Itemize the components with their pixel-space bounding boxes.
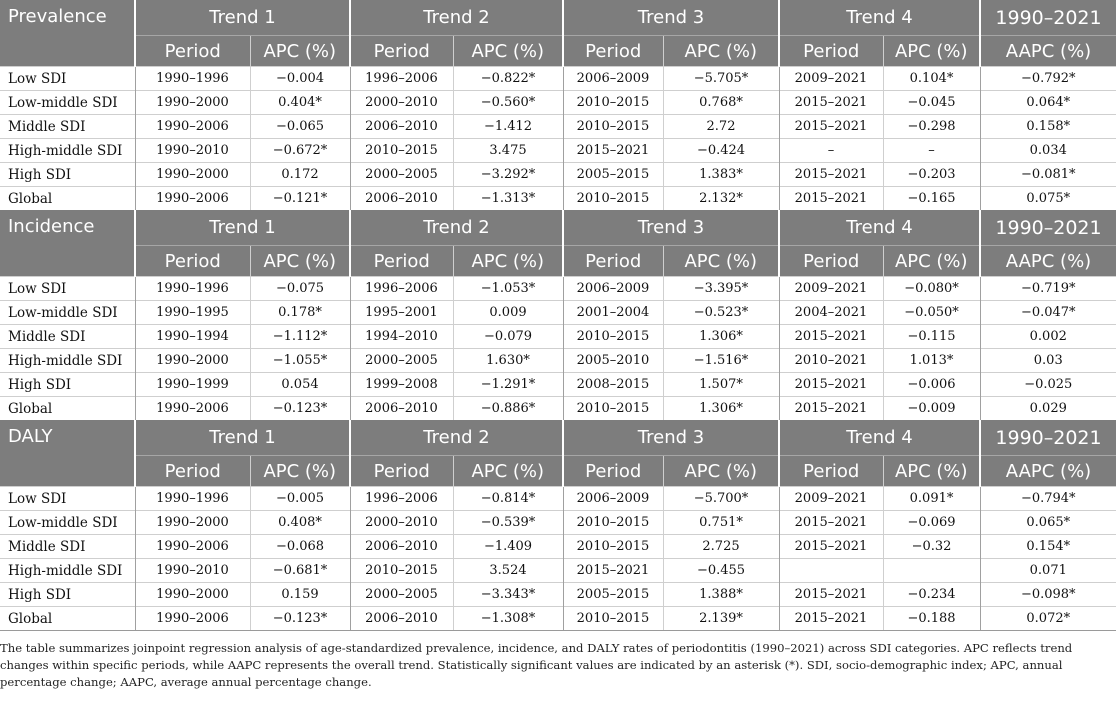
apc-value: 2.725 [663, 535, 779, 559]
aapc-value: −0.719* [980, 277, 1116, 301]
apc-value: −0.009 [883, 397, 980, 421]
period-value: 1990–2010 [135, 559, 250, 583]
apc-value: −1.291* [453, 373, 563, 397]
period-value: 2001–2004 [563, 301, 663, 325]
trend-header: Trend 2 [350, 0, 563, 36]
table-row [0, 67, 1116, 91]
apc-column-header: APC (%) [453, 456, 563, 487]
table-row [0, 373, 1116, 397]
period-value: 2015–2021 [779, 163, 883, 187]
table-row [0, 277, 1116, 301]
aapc-value: −0.047* [980, 301, 1116, 325]
apc-value: 0.104* [883, 67, 980, 91]
row-label: Global [0, 607, 135, 631]
apc-column-header: APC (%) [663, 246, 779, 277]
table-row [0, 301, 1116, 325]
trend-header: Trend 4 [779, 0, 980, 36]
table-row [0, 163, 1116, 187]
period-value: 1996–2006 [350, 277, 453, 301]
row-label: Low-middle SDI [0, 301, 135, 325]
apc-value: −1.313* [453, 187, 563, 211]
row-label: Middle SDI [0, 535, 135, 559]
period-value: 1990–2006 [135, 607, 250, 631]
apc-value: −1.516* [663, 349, 779, 373]
section-title: DALY [0, 420, 135, 487]
apc-value: 0.404* [250, 91, 350, 115]
overall-period-header: 1990–2021 [980, 210, 1116, 246]
apc-column-header: APC (%) [663, 36, 779, 67]
trend-header: Trend 3 [563, 210, 779, 246]
table-row [0, 187, 1116, 211]
row-label: Low SDI [0, 277, 135, 301]
apc-column-header: APC (%) [883, 246, 980, 277]
table-row [0, 583, 1116, 607]
period-value: 1990–2000 [135, 511, 250, 535]
apc-value: −0.298 [883, 115, 980, 139]
apc-value: −0.523* [663, 301, 779, 325]
aapc-column-header: AAPC (%) [980, 36, 1116, 67]
section-header-row [0, 0, 1116, 36]
aapc-value: 0.072* [980, 607, 1116, 631]
period-value: 2006–2010 [350, 187, 453, 211]
apc-value: −1.112* [250, 325, 350, 349]
apc-value [883, 559, 980, 583]
period-column-header: Period [350, 246, 453, 277]
table-row [0, 487, 1116, 511]
period-value: 2005–2015 [563, 583, 663, 607]
period-value: 2010–2015 [563, 397, 663, 421]
aapc-column-header: AAPC (%) [980, 456, 1116, 487]
row-label: Low SDI [0, 487, 135, 511]
period-value: 1990–2006 [135, 115, 250, 139]
aapc-value: 0.071 [980, 559, 1116, 583]
period-value: 1990–2006 [135, 397, 250, 421]
apc-value: 1.388* [663, 583, 779, 607]
apc-value: 0.178* [250, 301, 350, 325]
apc-value: −0.32 [883, 535, 980, 559]
period-value: 2010–2015 [563, 535, 663, 559]
apc-value: 1.630* [453, 349, 563, 373]
row-label: Low-middle SDI [0, 91, 135, 115]
aapc-value: −0.794* [980, 487, 1116, 511]
apc-value: −0.069 [883, 511, 980, 535]
row-label: Low SDI [0, 67, 135, 91]
apc-value: −1.055* [250, 349, 350, 373]
apc-value: 1.306* [663, 325, 779, 349]
apc-value: 0.054 [250, 373, 350, 397]
overall-period-header: 1990–2021 [980, 420, 1116, 456]
period-value: 2010–2015 [563, 325, 663, 349]
period-value: 2015–2021 [779, 607, 883, 631]
period-value: 2010–2015 [563, 511, 663, 535]
apc-value: −0.075 [250, 277, 350, 301]
period-value: 2015–2021 [779, 583, 883, 607]
period-column-header: Period [563, 36, 663, 67]
trend-header: Trend 3 [563, 420, 779, 456]
aapc-value: 0.075* [980, 187, 1116, 211]
apc-value: −0.539* [453, 511, 563, 535]
apc-value: – [883, 139, 980, 163]
row-label: High SDI [0, 163, 135, 187]
row-label: High-middle SDI [0, 349, 135, 373]
apc-value: 0.091* [883, 487, 980, 511]
period-value: 2015–2021 [779, 397, 883, 421]
period-value: 2006–2010 [350, 115, 453, 139]
section-title: Prevalence [0, 0, 135, 67]
apc-value: 0.768* [663, 91, 779, 115]
table-row [0, 115, 1116, 139]
apc-value: −0.681* [250, 559, 350, 583]
period-value: 2010–2015 [563, 607, 663, 631]
apc-value: 0.408* [250, 511, 350, 535]
aapc-value: −0.081* [980, 163, 1116, 187]
apc-value: −0.065 [250, 115, 350, 139]
period-value: 2015–2021 [779, 115, 883, 139]
period-value: 2006–2010 [350, 607, 453, 631]
period-value [779, 559, 883, 583]
period-value: 2006–2010 [350, 397, 453, 421]
trend-header: Trend 2 [350, 420, 563, 456]
apc-value: −5.705* [663, 67, 779, 91]
apc-value: −0.080* [883, 277, 980, 301]
apc-value: −0.672* [250, 139, 350, 163]
apc-value: 0.159 [250, 583, 350, 607]
apc-value: −0.560* [453, 91, 563, 115]
apc-value: −0.123* [250, 607, 350, 631]
trend-header: Trend 1 [135, 420, 350, 456]
row-label: Global [0, 397, 135, 421]
period-column-header: Period [779, 246, 883, 277]
table-row [0, 325, 1116, 349]
period-value: 2009–2021 [779, 487, 883, 511]
trend-header: Trend 4 [779, 210, 980, 246]
row-label: High-middle SDI [0, 139, 135, 163]
table-row [0, 349, 1116, 373]
apc-value: 1.383* [663, 163, 779, 187]
apc-column-header: APC (%) [453, 36, 563, 67]
apc-value: −3.343* [453, 583, 563, 607]
apc-value: −0.234 [883, 583, 980, 607]
apc-value: −5.700* [663, 487, 779, 511]
aapc-value: 0.034 [980, 139, 1116, 163]
period-value: 2015–2021 [779, 325, 883, 349]
period-column-header: Period [135, 36, 250, 67]
trend-header: Trend 2 [350, 210, 563, 246]
apc-column-header: APC (%) [250, 246, 350, 277]
period-value: 2015–2021 [563, 139, 663, 163]
period-value: 2010–2015 [350, 559, 453, 583]
period-value: 1994–2010 [350, 325, 453, 349]
period-value: 2015–2021 [779, 511, 883, 535]
period-value: 2000–2005 [350, 163, 453, 187]
row-label: High-middle SDI [0, 559, 135, 583]
trend-header: Trend 1 [135, 0, 350, 36]
apc-value: −0.004 [250, 67, 350, 91]
section-title: Incidence [0, 210, 135, 277]
period-value: 1999–2008 [350, 373, 453, 397]
apc-value: 2.72 [663, 115, 779, 139]
trend-header: Trend 4 [779, 420, 980, 456]
period-value: 2006–2009 [563, 487, 663, 511]
period-column-header: Period [135, 246, 250, 277]
period-value: – [779, 139, 883, 163]
column-header-row [0, 456, 1116, 487]
aapc-value: 0.154* [980, 535, 1116, 559]
period-value: 1990–2000 [135, 163, 250, 187]
apc-value: −3.292* [453, 163, 563, 187]
table-row [0, 607, 1116, 631]
period-value: 2006–2009 [563, 67, 663, 91]
row-label: High SDI [0, 373, 135, 397]
period-value: 2000–2010 [350, 91, 453, 115]
period-value: 2004–2021 [779, 301, 883, 325]
row-label: Low-middle SDI [0, 511, 135, 535]
period-value: 1995–2001 [350, 301, 453, 325]
row-label: High SDI [0, 583, 135, 607]
period-value: 2005–2010 [563, 349, 663, 373]
table-row [0, 535, 1116, 559]
period-column-header: Period [779, 36, 883, 67]
period-value: 1990–1995 [135, 301, 250, 325]
aapc-value: 0.158* [980, 115, 1116, 139]
apc-value: −0.121* [250, 187, 350, 211]
apc-value: −0.188 [883, 607, 980, 631]
section-header-row [0, 210, 1116, 246]
apc-column-header: APC (%) [663, 456, 779, 487]
period-value: 2010–2015 [563, 115, 663, 139]
period-value: 2006–2010 [350, 535, 453, 559]
apc-value: −1.412 [453, 115, 563, 139]
column-header-row [0, 36, 1116, 67]
period-value: 2006–2009 [563, 277, 663, 301]
row-label: Middle SDI [0, 115, 135, 139]
trend-header: Trend 3 [563, 0, 779, 36]
overall-period-header: 1990–2021 [980, 0, 1116, 36]
apc-column-header: APC (%) [250, 456, 350, 487]
row-label: Middle SDI [0, 325, 135, 349]
table-row [0, 91, 1116, 115]
aapc-value: 0.03 [980, 349, 1116, 373]
apc-value: 1.013* [883, 349, 980, 373]
apc-value: −0.203 [883, 163, 980, 187]
period-value: 1990–2000 [135, 349, 250, 373]
section-header-row [0, 420, 1116, 456]
period-value: 1990–2010 [135, 139, 250, 163]
aapc-value: 0.002 [980, 325, 1116, 349]
apc-value: −0.822* [453, 67, 563, 91]
column-header-row [0, 246, 1116, 277]
aapc-column-header: AAPC (%) [980, 246, 1116, 277]
apc-value: 2.132* [663, 187, 779, 211]
apc-value: 0.172 [250, 163, 350, 187]
period-value: 2000–2005 [350, 583, 453, 607]
apc-value: −0.123* [250, 397, 350, 421]
period-value: 2000–2005 [350, 349, 453, 373]
apc-value: −3.395* [663, 277, 779, 301]
apc-value: −0.045 [883, 91, 980, 115]
table-row [0, 139, 1116, 163]
period-value: 2015–2021 [563, 559, 663, 583]
apc-value: −1.053* [453, 277, 563, 301]
period-value: 1996–2006 [350, 487, 453, 511]
period-value: 1990–1999 [135, 373, 250, 397]
period-value: 1990–2006 [135, 535, 250, 559]
apc-value: 0.751* [663, 511, 779, 535]
aapc-value: −0.025 [980, 373, 1116, 397]
apc-column-header: APC (%) [883, 456, 980, 487]
aapc-value: −0.792* [980, 67, 1116, 91]
table-row [0, 559, 1116, 583]
apc-column-header: APC (%) [453, 246, 563, 277]
period-value: 2015–2021 [779, 373, 883, 397]
table-footnote: The table summarizes joinpoint regression analysis of age-standardized prevalence, incidence, and DALY rates of periodontitis (1990–2021) across SDI categories. APC reflects trend changes within specific periods, while AAPC represents the overall trend. Statistically significant values are indicated by an asterisk (*). SDI, socio-demographic index; APC, annual percentage change; AAPC, average annual percentage change. [0, 641, 1073, 689]
apc-value: −1.409 [453, 535, 563, 559]
apc-value: −0.006 [883, 373, 980, 397]
period-value: 2010–2021 [779, 349, 883, 373]
period-value: 2009–2021 [779, 277, 883, 301]
period-column-header: Period [350, 36, 453, 67]
table-row [0, 397, 1116, 421]
apc-value: 0.009 [453, 301, 563, 325]
period-value: 2015–2021 [779, 187, 883, 211]
period-value: 2008–2015 [563, 373, 663, 397]
period-column-header: Period [350, 456, 453, 487]
period-value: 1990–2000 [135, 91, 250, 115]
apc-value: −0.068 [250, 535, 350, 559]
period-value: 1990–1996 [135, 487, 250, 511]
table-row [0, 511, 1116, 535]
period-column-header: Period [779, 456, 883, 487]
apc-column-header: APC (%) [883, 36, 980, 67]
period-value: 1990–1996 [135, 277, 250, 301]
apc-value: −0.005 [250, 487, 350, 511]
period-value: 2010–2015 [350, 139, 453, 163]
apc-value: 3.475 [453, 139, 563, 163]
apc-value: −0.050* [883, 301, 980, 325]
period-column-header: Period [135, 456, 250, 487]
apc-value: 2.139* [663, 607, 779, 631]
aapc-value: 0.029 [980, 397, 1116, 421]
period-value: 1996–2006 [350, 67, 453, 91]
apc-value: −0.079 [453, 325, 563, 349]
apc-column-header: APC (%) [250, 36, 350, 67]
aapc-value: 0.065* [980, 511, 1116, 535]
apc-value: −0.115 [883, 325, 980, 349]
period-value: 1990–1996 [135, 67, 250, 91]
aapc-value: −0.098* [980, 583, 1116, 607]
apc-value: 3.524 [453, 559, 563, 583]
period-value: 2015–2021 [779, 91, 883, 115]
period-value: 2000–2010 [350, 511, 453, 535]
period-value: 2015–2021 [779, 535, 883, 559]
apc-value: −0.455 [663, 559, 779, 583]
period-value: 2010–2015 [563, 91, 663, 115]
period-value: 2005–2015 [563, 163, 663, 187]
apc-value: 1.507* [663, 373, 779, 397]
apc-value: −0.424 [663, 139, 779, 163]
apc-value: −0.814* [453, 487, 563, 511]
period-value: 1990–1994 [135, 325, 250, 349]
period-column-header: Period [563, 246, 663, 277]
apc-value: −0.886* [453, 397, 563, 421]
period-value: 2009–2021 [779, 67, 883, 91]
apc-value: −0.165 [883, 187, 980, 211]
apc-value: −1.308* [453, 607, 563, 631]
period-value: 1990–2006 [135, 187, 250, 211]
row-label: Global [0, 187, 135, 211]
apc-value: 1.306* [663, 397, 779, 421]
trend-header: Trend 1 [135, 210, 350, 246]
aapc-value: 0.064* [980, 91, 1116, 115]
period-value: 1990–2000 [135, 583, 250, 607]
period-column-header: Period [563, 456, 663, 487]
period-value: 2010–2015 [563, 187, 663, 211]
